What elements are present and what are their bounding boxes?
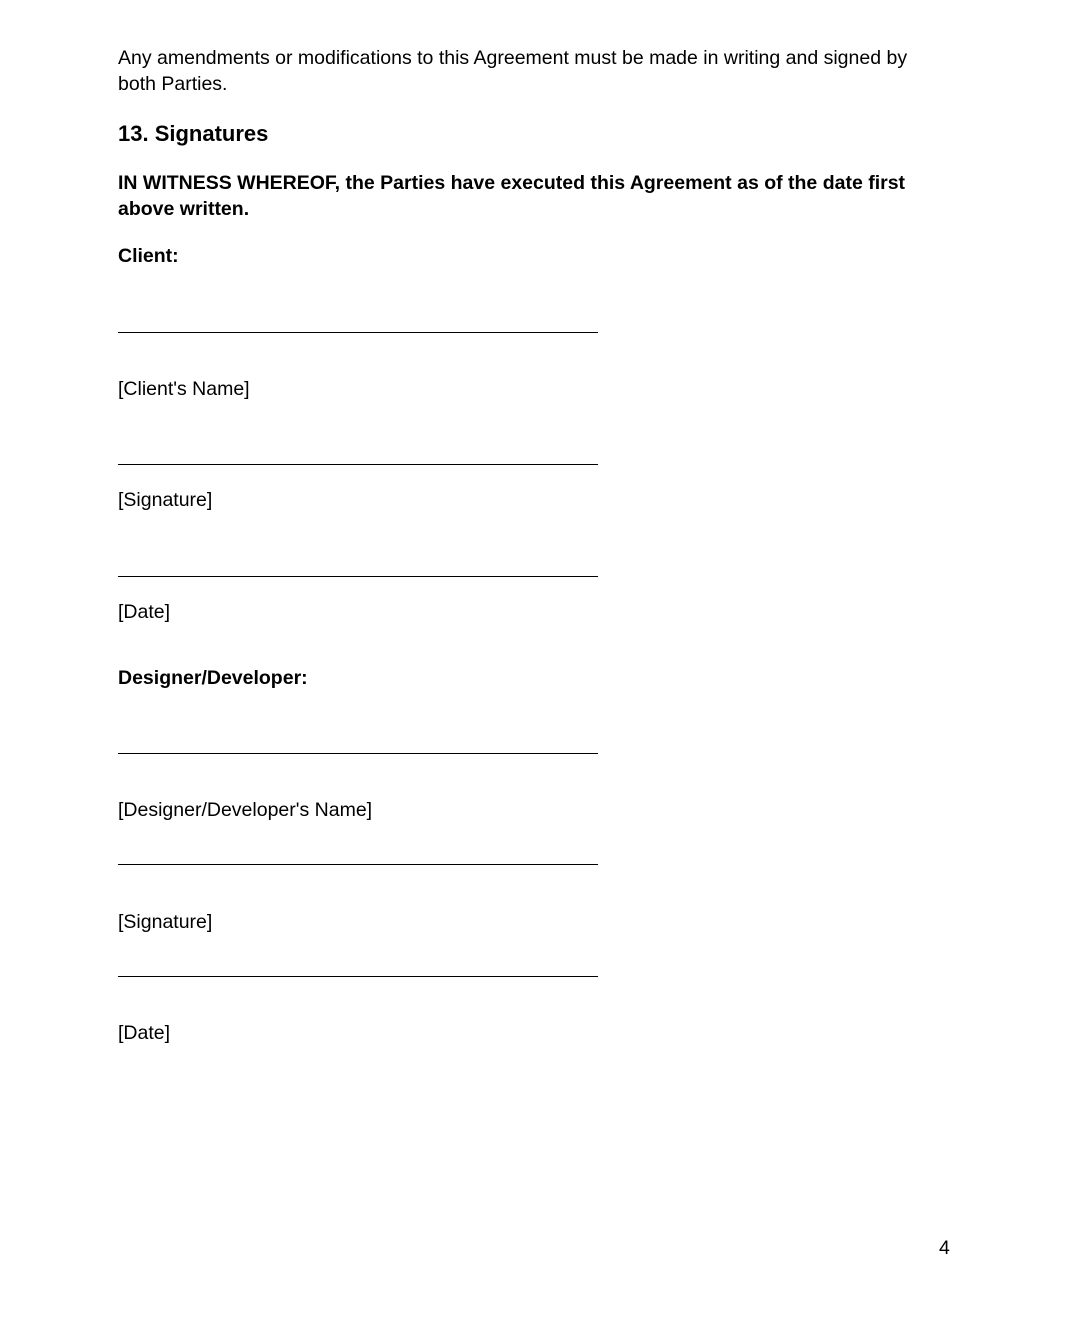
client-date-line[interactable]	[118, 576, 598, 577]
client-date-placeholder: [Date]	[118, 601, 171, 623]
witness-statement: IN WITNESS WHEREOF, the Parties have executed this Agreement as of the date first above written.	[118, 172, 906, 220]
client-label: Client:	[118, 245, 179, 267]
designer-developer-label: Designer/Developer:	[118, 667, 308, 689]
designer-name-placeholder: [Designer/Developer's Name]	[118, 799, 373, 821]
designer-signature-placeholder: [Signature]	[118, 911, 213, 933]
client-name-placeholder: [Client's Name]	[118, 378, 250, 400]
designer-date-placeholder: [Date]	[118, 1022, 171, 1044]
designer-signature-line[interactable]	[118, 864, 598, 865]
designer-name-line[interactable]	[118, 753, 598, 754]
client-signature-line[interactable]	[118, 464, 598, 465]
client-name-line[interactable]	[118, 332, 598, 333]
amendments-paragraph: Any amendments or modifications to this Agreement must be made in writing and signed by both Parties.	[118, 47, 908, 95]
client-signature-placeholder: [Signature]	[118, 489, 213, 511]
designer-date-line[interactable]	[118, 976, 598, 977]
page-number: 4	[939, 1237, 950, 1259]
section-heading-signatures: 13. Signatures	[118, 121, 269, 146]
